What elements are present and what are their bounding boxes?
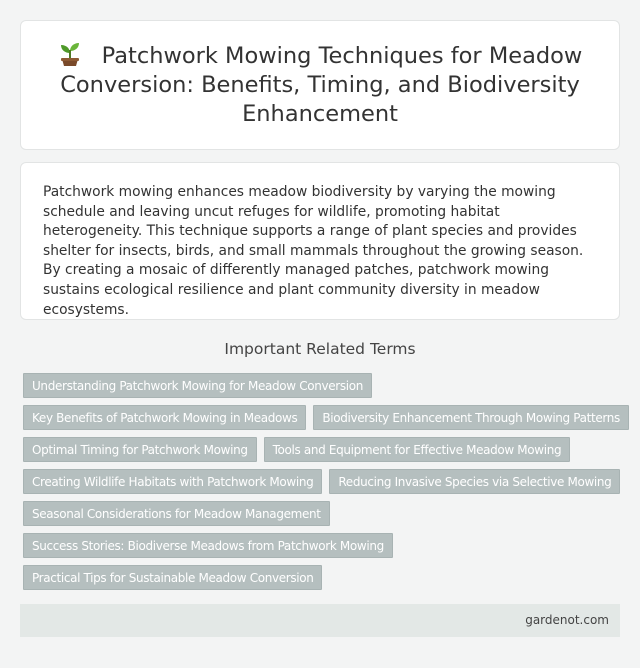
page-title [45, 41, 595, 129]
related-terms-heading: Important Related Terms [224, 340, 416, 358]
related-term-tag[interactable]: Optimal Timing for Patchwork Mowing [23, 437, 257, 462]
summary-card [20, 162, 620, 320]
related-term-tag[interactable]: Biodiversity Enhancement Through Mowing Patterns [313, 405, 629, 430]
tag-row [23, 565, 623, 597]
related-term-tag[interactable]: Seasonal Considerations for Meadow Management [23, 501, 330, 526]
related-term-tag[interactable]: Practical Tips for Sustainable Meadow Conversion [23, 565, 322, 590]
tag-row [23, 469, 623, 501]
tag-row [23, 533, 623, 565]
related-terms-list [23, 373, 623, 597]
related-term-tag[interactable]: Reducing Invasive Species via Selective Mowing [329, 469, 620, 494]
related-term-tag[interactable]: Key Benefits of Patchwork Mowing in Meadows [23, 405, 306, 430]
tag-row [23, 437, 623, 469]
tag-row [23, 405, 623, 437]
related-term-tag[interactable]: Success Stories: Biodiverse Meadows from Patchwork Mowing [23, 533, 393, 558]
related-term-tag[interactable]: Creating Wildlife Habitats with Patchwork Mowing [23, 469, 322, 494]
footer-site-link[interactable]: gardenot.com [525, 613, 609, 627]
page-title-text: Patchwork Mowing Techniques for Meadow Conversion: Benefits, Timing, and Biodiversity Enhancement [60, 43, 583, 127]
tag-row [23, 373, 623, 405]
sprout-icon [58, 41, 82, 67]
tag-row [23, 501, 623, 533]
footer [20, 604, 620, 637]
summary-text: Patchwork mowing enhances meadow biodiversity by varying the mowing schedule and leaving uncut refuges for wildlife, promoting habitat heterogeneity. This technique supports a range of plant species and provides shelter for insects, birds, and small mammals throughout the growing season. By creating a mosaic of differently managed patches, patchwork mowing sustains ecological resilience and plant community diversity in meadow ecosystems. [43, 184, 584, 318]
related-term-tag[interactable]: Understanding Patchwork Mowing for Meadow Conversion [23, 373, 372, 398]
title-card [20, 20, 620, 150]
related-term-tag[interactable]: Tools and Equipment for Effective Meadow Mowing [264, 437, 571, 462]
